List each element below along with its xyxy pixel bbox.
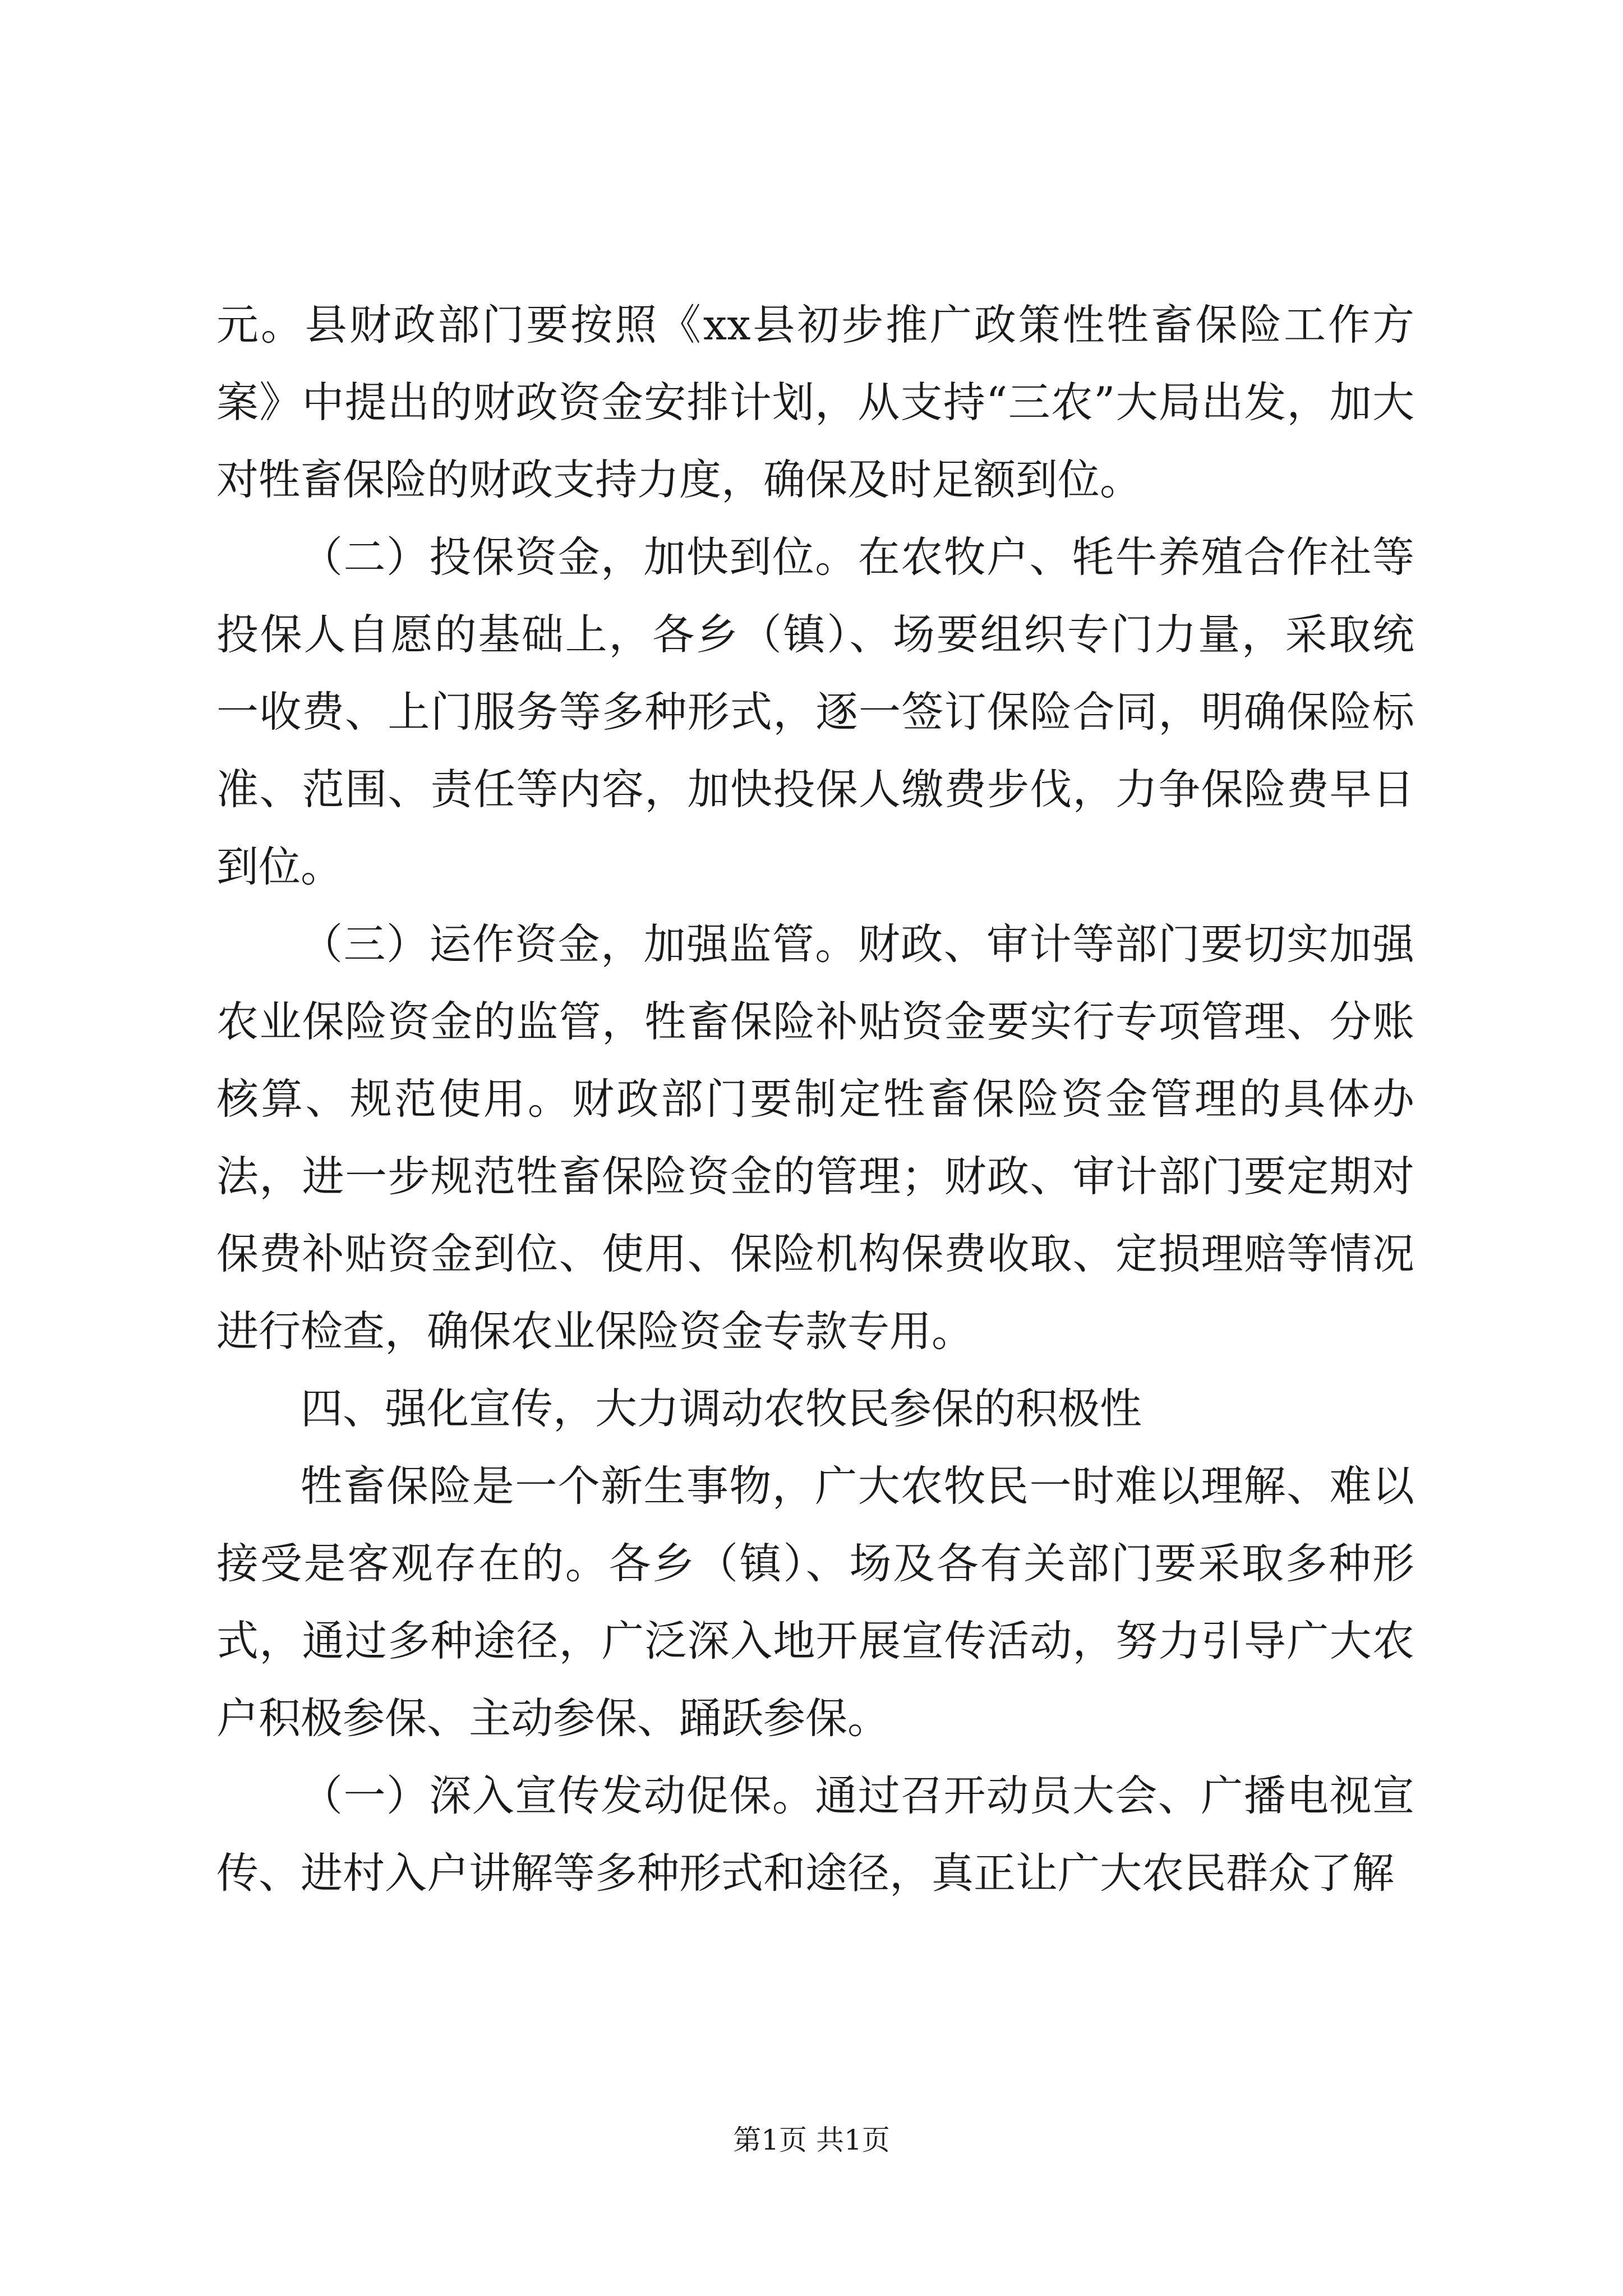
paragraph-1: 元。县财政部门要按照《xx县初步推广政策性牲畜保险工作方案》中提出的财政资金安排计划，从支持“三农”大局出发，加大对牲畜保险的财政支持力度，确保及时足额到位。 — [216, 300, 1414, 504]
document-body — [216, 286, 1414, 1912]
page-footer — [0, 2123, 1623, 2157]
paragraph-3: （三）运作资金，加强监管。财政、审计等部门要切实加强农业保险资金的监管，牲畜保险补贴资金要实行专项管理、分账核算、规范使用。财政部门要制定牲畜保险资金管理的具体办法，进一步规范牲畜保险资金的管理；财政、审计部门要定期对保费补贴资金到位、使用、保险机构保费收取、定损理赔等情况进行检查，确保农业保险资金专款专用。 — [216, 919, 1414, 1356]
section-heading-4: 四、强化宣传，大力调动农牧民参保的积极性 — [301, 1384, 1142, 1433]
paragraph-5: 牲畜保险是一个新生事物，广大农牧民一时难以理解、难以接受是客观存在的。各乡（镇）、场及各有关部门要采取多种形式，通过多种途径，广泛深入地开展宣传活动，努力引导广大农户积极参保、主动参保、踊跃参保。 — [216, 1461, 1414, 1743]
paragraph-6: （一）深入宣传发动促保。通过召开动员大会、广播电视宣传、进村入户讲解等多种形式和途径，真正让广大农民群众了解 — [216, 1771, 1414, 1898]
page-number-label: 第1页 共1页 — [733, 2124, 890, 2156]
paragraph-2: （二）投保资金，加快到位。在农牧户、牦牛养殖合作社等投保人自愿的基础上，各乡（镇）、场要组织专门力量，采取统一收费、上门服务等多种形式，逐一签订保险合同，明确保险标准、范围、责任等内容，加快投保人缴费步伐，力争保险费早日到位。 — [216, 532, 1414, 891]
